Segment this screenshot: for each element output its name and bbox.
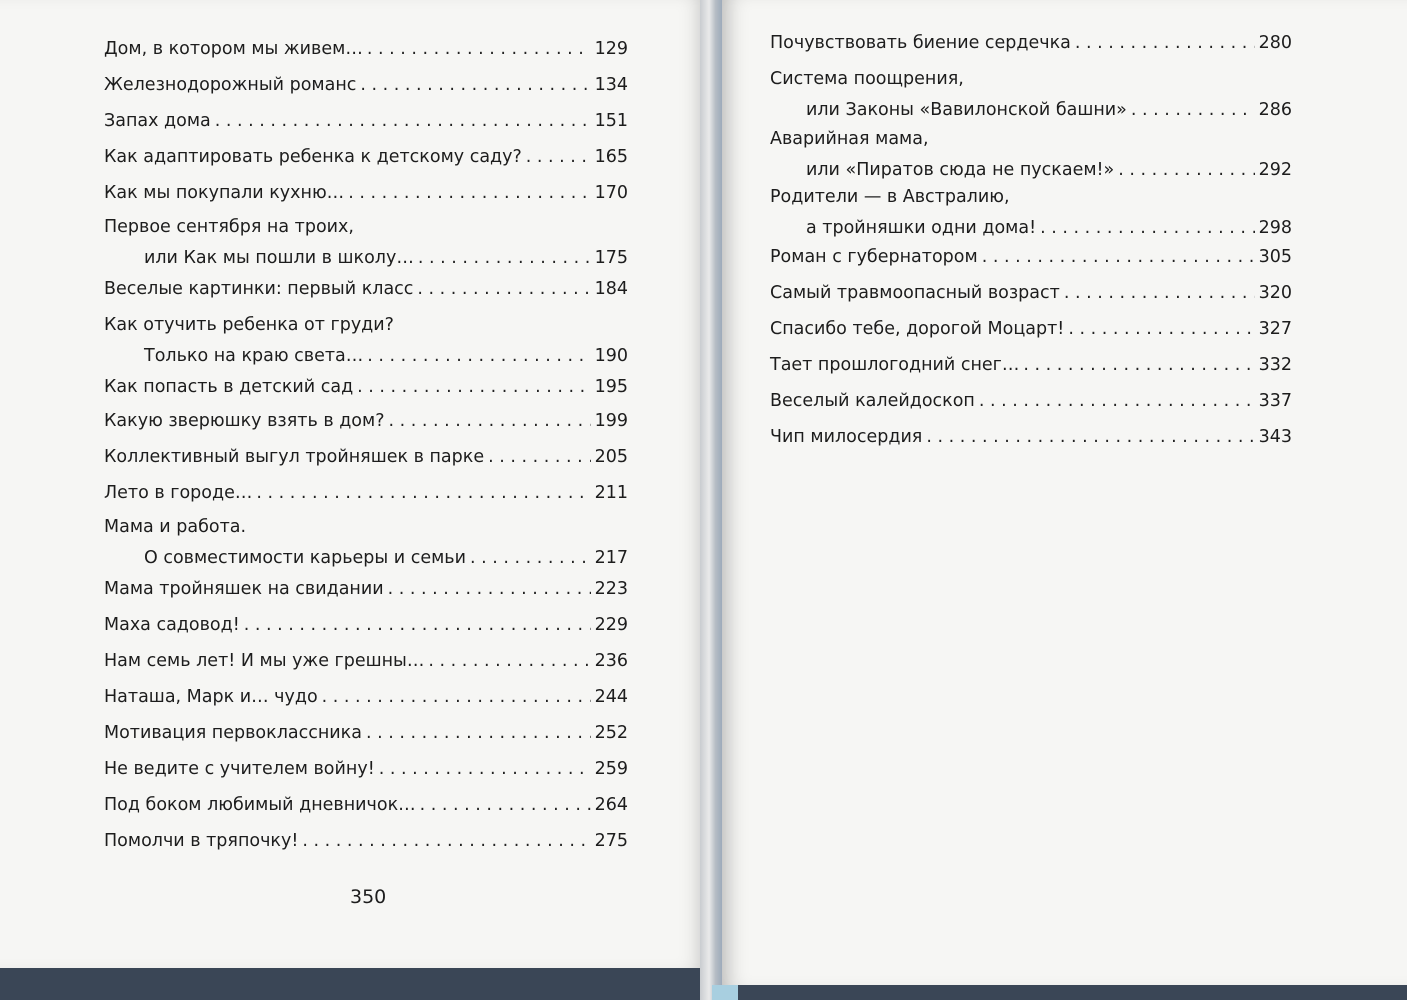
dot-leader — [1131, 99, 1255, 121]
toc-line — [104, 794, 628, 816]
dot-leader — [348, 182, 590, 204]
dot-leader — [1064, 282, 1255, 304]
toc-entry — [104, 182, 628, 204]
toc-entry-title: Какую зверюшку взять в дом? — [104, 411, 385, 431]
toc-entry — [104, 722, 628, 744]
bookmark-ribbon — [712, 985, 738, 1000]
toc-page-number: 175 — [594, 248, 628, 268]
toc-page-number: 343 — [1258, 427, 1292, 447]
toc-entry — [104, 446, 628, 468]
toc-entry — [104, 146, 628, 168]
toc-line — [104, 482, 628, 504]
dot-leader — [1118, 159, 1254, 181]
dot-leader — [388, 578, 591, 600]
toc-entry-title: Не ведите с учителем войну! — [104, 759, 375, 779]
toc-entry-title: Как адаптировать ребенка к детскому саду? — [104, 147, 522, 167]
dot-leader — [215, 110, 591, 132]
toc-entry — [104, 830, 628, 852]
toc-entry-title: Железнодорожный романс — [104, 75, 357, 95]
toc-entry — [770, 426, 1292, 448]
toc-entry — [770, 186, 1292, 239]
dot-leader — [470, 547, 591, 569]
toc-page-number: 280 — [1258, 33, 1292, 53]
toc-entry — [104, 410, 628, 432]
toc-page-number: 327 — [1258, 319, 1292, 339]
toc-line — [104, 345, 628, 367]
toc-line — [770, 128, 1292, 150]
toc-entry — [770, 318, 1292, 340]
toc-page-number: 264 — [594, 795, 628, 815]
toc-line — [104, 758, 628, 780]
toc-line — [770, 68, 1292, 90]
toc-entry-title: Только на краю света… — [144, 346, 364, 366]
toc-line — [104, 410, 628, 432]
toc-page-number: 223 — [594, 579, 628, 599]
toc-entry — [104, 314, 628, 367]
dot-leader — [322, 686, 591, 708]
dot-leader — [926, 426, 1254, 448]
toc-page-number: 211 — [594, 483, 628, 503]
dot-leader — [1040, 217, 1255, 239]
toc-entry-title: Самый травмоопасный возраст — [770, 283, 1060, 303]
toc-line — [104, 216, 628, 238]
toc-entry — [104, 794, 628, 816]
toc-entry-title: Как отучить ребенка от груди? — [104, 315, 394, 335]
toc-page-number: 298 — [1258, 218, 1292, 238]
toc-line — [770, 217, 1292, 239]
dot-leader — [488, 446, 590, 468]
toc-line — [104, 830, 628, 852]
toc-page-number: 305 — [1258, 247, 1292, 267]
toc-page-number: 205 — [594, 447, 628, 467]
toc-entry-title: Роман с губернатором — [770, 247, 978, 267]
dot-leader — [1075, 32, 1255, 54]
toc-line — [104, 182, 628, 204]
toc-line — [770, 246, 1292, 268]
toc-entry — [104, 614, 628, 636]
toc-line — [104, 376, 628, 398]
toc-entry — [104, 758, 628, 780]
toc-entry-title: Первое сентября на троих, — [104, 217, 354, 237]
toc-page-number: 151 — [594, 111, 628, 131]
dot-leader — [982, 246, 1255, 268]
toc-page-number: 275 — [594, 831, 628, 851]
toc-entry-title: Система поощрения, — [770, 69, 964, 89]
dot-leader — [366, 722, 591, 744]
toc-line — [104, 278, 628, 300]
toc-page-number: 244 — [594, 687, 628, 707]
toc-line — [104, 110, 628, 132]
toc-entry-title: Мама тройняшек на свидании — [104, 579, 384, 599]
toc-line — [104, 722, 628, 744]
toc-page-number: 184 — [594, 279, 628, 299]
toc-entry-title: Лето в городе… — [104, 483, 253, 503]
toc-line — [104, 146, 628, 168]
toc-entry-title: Коллективный выгул тройняшек в парке — [104, 447, 485, 467]
toc-entry-title: Дом, в котором мы живем… — [104, 39, 363, 59]
dot-leader — [360, 74, 590, 96]
toc-entry-title: Под боком любимый дневничок… — [104, 795, 416, 815]
dot-leader — [1068, 318, 1254, 340]
toc-entry — [104, 516, 628, 569]
toc-entry — [104, 278, 628, 300]
dot-leader — [420, 794, 591, 816]
toc-line — [104, 74, 628, 96]
dot-leader — [417, 278, 590, 300]
toc-entry — [104, 650, 628, 672]
toc-line — [104, 247, 628, 269]
toc-entry — [770, 128, 1292, 181]
toc-page-number: 190 — [594, 346, 628, 366]
toc-entry — [770, 246, 1292, 268]
toc-entry-title: Мама и работа. — [104, 517, 247, 537]
toc-line — [104, 38, 628, 60]
toc-page-number: 259 — [594, 759, 628, 779]
dot-leader — [389, 410, 591, 432]
toc-line — [770, 426, 1292, 448]
toc-page-number: 286 — [1258, 100, 1292, 120]
toc-page-number: 332 — [1258, 355, 1292, 375]
toc-page-number: 320 — [1258, 283, 1292, 303]
toc-entry — [770, 390, 1292, 412]
right-page — [722, 0, 1407, 985]
toc-line — [104, 578, 628, 600]
toc-entry-title: Как попасть в детский сад — [104, 377, 354, 397]
toc-entry — [104, 38, 628, 60]
toc-line — [770, 186, 1292, 208]
toc-entry-title: Мотивация первоклассника — [104, 723, 362, 743]
toc-entry-title: Чип милосердия — [770, 427, 923, 447]
toc-line — [770, 318, 1292, 340]
toc-entry — [104, 686, 628, 708]
dot-leader — [367, 345, 590, 367]
dot-leader — [367, 38, 591, 60]
toc-line — [104, 314, 628, 336]
toc-page-number: 292 — [1258, 160, 1292, 180]
dot-leader — [379, 758, 591, 780]
toc-line — [104, 446, 628, 468]
toc-line — [770, 282, 1292, 304]
toc-entry — [104, 482, 628, 504]
toc-entry-title: или Законы «Вавилонской башни» — [806, 100, 1127, 120]
toc-line — [770, 32, 1292, 54]
toc-page-number: 170 — [594, 183, 628, 203]
toc-entry — [104, 216, 628, 269]
toc-line — [104, 547, 628, 569]
dot-leader — [979, 390, 1255, 412]
toc-entry-title: Нам семь лет! И мы уже грешны… — [104, 651, 425, 671]
toc-page-number: 252 — [594, 723, 628, 743]
toc-entry-title: Родители — в Австралию, — [770, 187, 1010, 207]
toc-line — [104, 614, 628, 636]
toc-page-number: 199 — [594, 411, 628, 431]
page-number: 350 — [350, 886, 387, 908]
toc-entry — [770, 282, 1292, 304]
dot-leader — [302, 830, 590, 852]
toc-entry — [104, 110, 628, 132]
toc-entry-title: Веселые картинки: первый класс — [104, 279, 414, 299]
left-page — [0, 0, 706, 968]
toc-entry — [770, 32, 1292, 54]
toc-entry — [770, 354, 1292, 376]
toc-line — [770, 390, 1292, 412]
dot-leader — [244, 614, 591, 636]
toc-line — [770, 99, 1292, 121]
toc-entry-title: Запах дома — [104, 111, 211, 131]
toc-entry — [104, 578, 628, 600]
toc-entry-title: Помолчи в тряпочку! — [104, 831, 299, 851]
toc-page-number: 229 — [594, 615, 628, 635]
dot-leader — [526, 146, 591, 168]
toc-entry-title: Тает прошлогодний снег… — [770, 355, 1020, 375]
toc-page-number: 195 — [594, 377, 628, 397]
dot-leader — [256, 482, 590, 504]
toc-line — [770, 354, 1292, 376]
toc-entry-title: О совместимости карьеры и семьи — [144, 548, 466, 568]
toc-line — [104, 516, 628, 538]
toc-entry-title: Спасибо тебе, дорогой Моцарт! — [770, 319, 1065, 339]
toc-entry — [104, 376, 628, 398]
toc-page-number: 129 — [594, 39, 628, 59]
toc-entry-title: Маха садовод! — [104, 615, 240, 635]
toc-page-number: 217 — [594, 548, 628, 568]
toc-entry-title: Как мы покупали кухню… — [104, 183, 345, 203]
toc-page-number: 236 — [594, 651, 628, 671]
toc-line — [770, 159, 1292, 181]
toc-page-number: 134 — [594, 75, 628, 95]
dot-leader — [357, 376, 590, 398]
toc-entry-title: Почувствовать биение сердечка — [770, 33, 1071, 53]
dot-leader — [418, 247, 591, 269]
toc-entry-title: Аварийная мама, — [770, 129, 929, 149]
toc-entry-title: а тройняшки одни дома! — [806, 218, 1037, 238]
toc-entry-title: Веселый калейдоскоп — [770, 391, 975, 411]
toc-page-number: 337 — [1258, 391, 1292, 411]
dot-leader — [428, 650, 590, 672]
toc-line — [104, 650, 628, 672]
dot-leader — [1023, 354, 1254, 376]
toc-entry — [770, 68, 1292, 121]
toc-entry-title: или «Пиратов сюда не пускаем!» — [806, 160, 1115, 180]
toc-entry — [104, 74, 628, 96]
toc-page-number: 165 — [594, 147, 628, 167]
toc-entry-title: или Как мы пошли в школу… — [144, 248, 414, 268]
toc-line — [104, 686, 628, 708]
toc-entry-title: Наташа, Марк и… чудо — [104, 687, 318, 707]
